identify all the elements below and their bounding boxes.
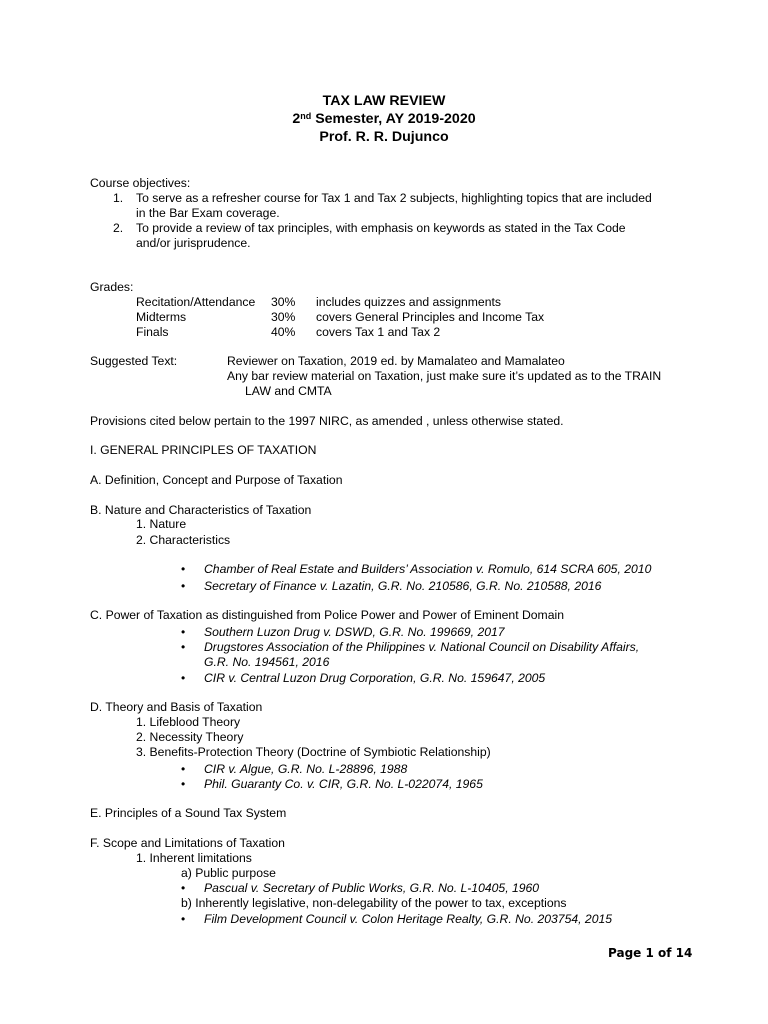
- sub-item: 1. Lifeblood Theory: [136, 715, 241, 729]
- bullet-icon: •: [181, 625, 186, 639]
- bullet-icon: •: [181, 881, 186, 895]
- objective-text: To provide a review of tax principles, with emphasis on keywords as stated in the Tax Code: [136, 221, 626, 235]
- bullet-icon: •: [181, 671, 186, 685]
- sub-item: 1. Inherent limitations: [136, 851, 252, 865]
- bullet-icon: •: [181, 562, 186, 576]
- bullet-icon: •: [181, 579, 186, 593]
- case-citation: Chamber of Real Estate and Builders’ Association v. Romulo, 614 SCRA 605, 2010: [204, 562, 652, 576]
- objective-text: in the Bar Exam coverage.: [136, 206, 280, 220]
- sub-item: 3. Benefits-Protection Theory (Doctrine of Symbiotic Relationship): [136, 745, 491, 759]
- grade-weight: 30%: [271, 295, 296, 309]
- section-heading-d: D. Theory and Basis of Taxation: [90, 700, 263, 714]
- bullet-icon: •: [181, 762, 186, 776]
- grades-heading: Grades:: [90, 280, 134, 294]
- suggested-text-label: Suggested Text:: [90, 354, 178, 368]
- grade-weight: 30%: [271, 310, 296, 324]
- sub-sub-item: b) Inherently legislative, non-delegability of the power to tax, exceptions: [181, 896, 567, 910]
- grade-note: covers General Principles and Income Tax: [316, 310, 545, 324]
- objective-number: 1.: [113, 191, 124, 205]
- objectives-heading: Course objectives:: [90, 176, 191, 190]
- sub-sub-item: a) Public purpose: [181, 866, 276, 880]
- case-citation: CIR v. Central Luzon Drug Corporation, G.R. No. 159647, 2005: [204, 671, 546, 685]
- grade-component: Finals: [136, 325, 169, 339]
- professor-name: Prof. R. R. Dujunco: [319, 129, 449, 145]
- case-citation: Phil. Guaranty Co. v. CIR, G.R. No. L-022074, 1965: [204, 777, 483, 791]
- semester-number: 2: [292, 111, 301, 127]
- case-citation: Pascual v. Secretary of Public Works, G.R. No. L-10405, 1960: [204, 881, 540, 895]
- case-citation: Drugstores Association of the Philippines v. National Council on Disability Affairs,: [204, 640, 640, 654]
- bullet-icon: •: [181, 777, 186, 791]
- section-heading-c: C. Power of Taxation as distinguished from Police Power and Power of Eminent Domain: [90, 608, 564, 622]
- case-citation: CIR v. Algue, G.R. No. L-28896, 1988: [204, 762, 408, 776]
- grade-note: includes quizzes and assignments: [316, 295, 501, 309]
- case-citation: Film Development Council v. Colon Heritage Realty, G.R. No. 203754, 2015: [204, 912, 613, 926]
- sub-item: 1. Nature: [136, 517, 187, 531]
- objective-number: 2.: [113, 221, 124, 235]
- sub-item: 2. Necessity Theory: [136, 730, 244, 744]
- section-heading-a: A. Definition, Concept and Purpose of Taxation: [90, 473, 343, 487]
- grade-note: covers Tax 1 and Tax 2: [316, 325, 441, 339]
- grade-component: Recitation/Attendance: [136, 295, 256, 309]
- case-citation: Secretary of Finance v. Lazatin, G.R. No. 210586, G.R. No. 210588, 2016: [204, 579, 602, 593]
- semester-superscript: nd: [300, 111, 312, 121]
- page-number: Page 1 of 14: [608, 946, 693, 960]
- course-title: TAX LAW REVIEW: [322, 93, 446, 109]
- section-heading-e: E. Principles of a Sound Tax System: [90, 806, 287, 820]
- objective-text: and/or jurisprudence.: [136, 236, 251, 250]
- suggested-text-line: LAW and CMTA: [245, 384, 332, 398]
- case-citation: Southern Luzon Drug v. DSWD, G.R. No. 199669, 2017: [204, 625, 505, 639]
- semester-rest: Semester, AY 2019-2020: [311, 111, 476, 127]
- case-citation: G.R. No. 194561, 2016: [204, 655, 330, 669]
- bullet-icon: •: [181, 912, 186, 926]
- semester-line: [0, 112, 768, 127]
- suggested-text-line: Any bar review material on Taxation, just make sure it’s updated as to the TRAIN: [227, 369, 662, 383]
- part-heading: I. GENERAL PRINCIPLES OF TAXATION: [90, 443, 317, 457]
- section-heading-b: B. Nature and Characteristics of Taxation: [90, 503, 312, 517]
- section-heading-f: F. Scope and Limitations of Taxation: [90, 836, 285, 850]
- suggested-text-line: Reviewer on Taxation, 2019 ed. by Mamalateo and Mamalateo: [227, 354, 565, 368]
- sub-item: 2. Characteristics: [136, 533, 231, 547]
- grade-component: Midterms: [136, 310, 187, 324]
- bullet-icon: •: [181, 640, 186, 654]
- grade-weight: 40%: [271, 325, 296, 339]
- objective-text: To serve as a refresher course for Tax 1 and Tax 2 subjects, highlighting topics that are included: [136, 191, 652, 205]
- provisions-note: Provisions cited below pertain to the 1997 NIRC, as amended , unless otherwise stated.: [90, 414, 564, 428]
